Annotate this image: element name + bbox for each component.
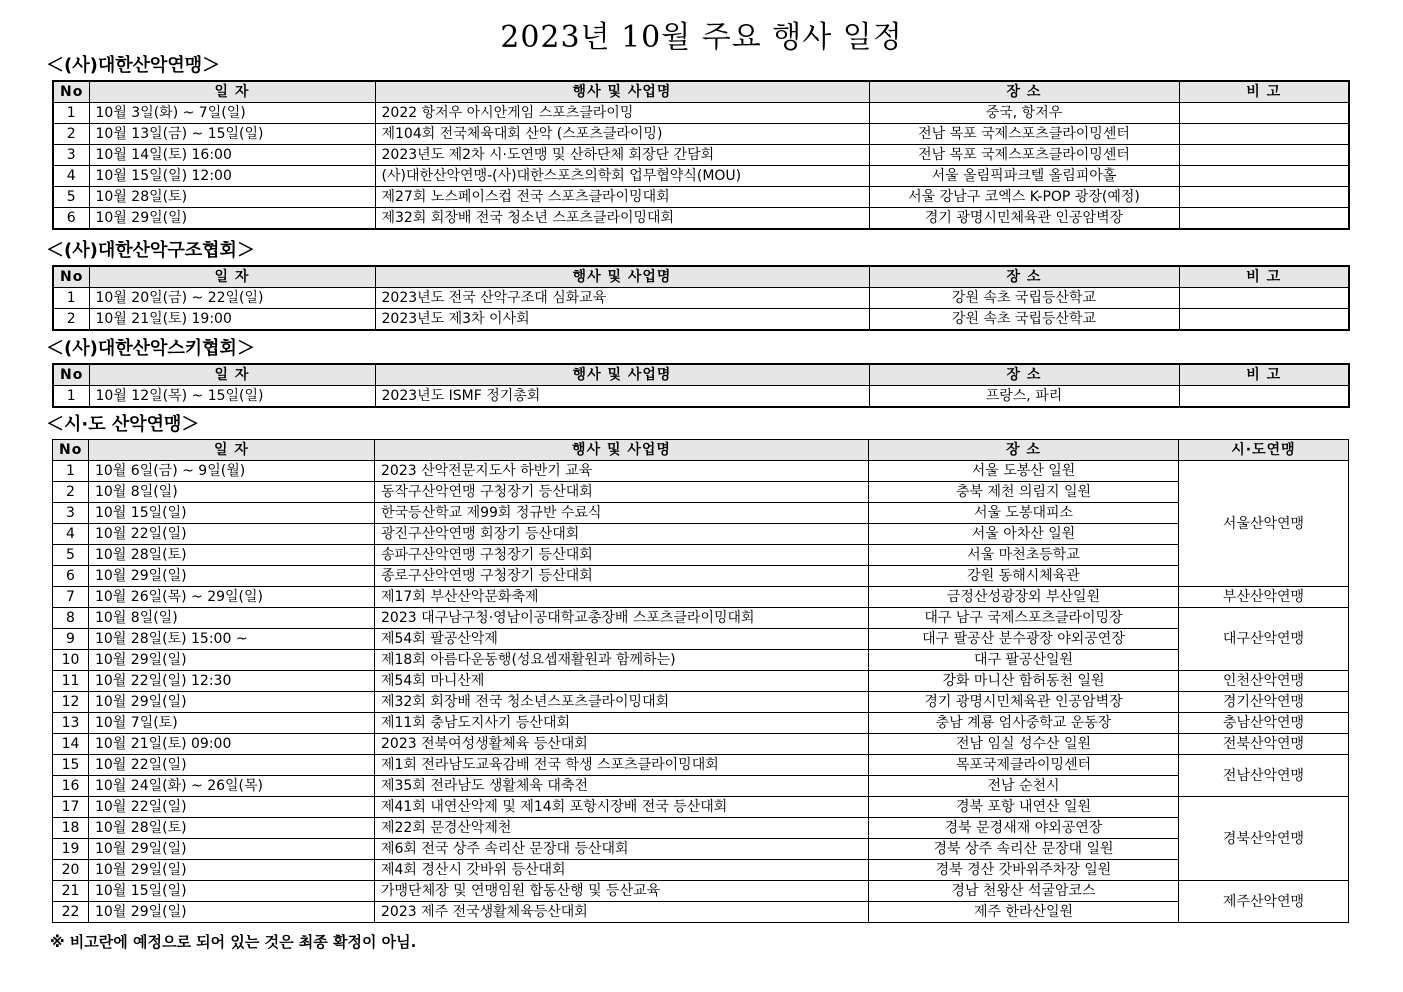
event-name: 제11회 충남도지사기 등산대회 [375, 713, 869, 734]
event-name: 제54회 팔공산악제 [375, 629, 869, 650]
table-row [53, 860, 1349, 881]
header-no: No [53, 440, 89, 461]
region-name: 전북산악연맹 [1179, 734, 1349, 755]
row-number: 12 [53, 692, 89, 713]
table-row [53, 713, 1349, 734]
event-name: 2023년도 ISMF 정기총회 [375, 386, 869, 408]
event-place: 충남 계룡 엄사중학교 운동장 [869, 713, 1179, 734]
event-date: 10월 12일(목) ~ 15일(일) [89, 386, 375, 408]
event-note [1179, 208, 1349, 230]
event-date: 10월 8일(일) [89, 608, 375, 629]
event-date: 10월 29일(일) [89, 860, 375, 881]
table-row [53, 166, 1349, 187]
event-place: 전남 임실 성수산 일원 [869, 734, 1179, 755]
row-number: 4 [53, 166, 89, 187]
event-place: 서울 강남구 코엑스 K-POP 광장(예정) [869, 187, 1179, 208]
event-date: 10월 3일(화) ~ 7일(일) [89, 103, 375, 124]
table-row [53, 650, 1349, 671]
row-number: 14 [53, 734, 89, 755]
table-row [53, 629, 1349, 650]
region-name: 부산산악연맹 [1179, 587, 1349, 608]
event-name: (사)대한산악연맹-(사)대한스포츠의학회 업무협약식(MOU) [375, 166, 869, 187]
event-date: 10월 7일(토) [89, 713, 375, 734]
event-name: 2023년도 제3차 이사회 [375, 309, 869, 331]
event-name: 2023년도 제2차 시·도연맹 및 산하단체 회장단 간담회 [375, 145, 869, 166]
event-place: 서울 도봉산 일원 [869, 461, 1179, 482]
header-date: 일 자 [89, 266, 375, 288]
event-name: 제18회 아름다운동행(성요셉재활원과 함께하는) [375, 650, 869, 671]
event-place: 대구 남구 국제스포츠클라이밍장 [869, 608, 1179, 629]
table-row [53, 818, 1349, 839]
row-number: 1 [53, 461, 89, 482]
row-number: 3 [53, 145, 89, 166]
table-row [53, 839, 1349, 860]
row-number: 18 [53, 818, 89, 839]
row-number: 2 [53, 309, 89, 331]
header-place: 장 소 [869, 81, 1179, 103]
event-date: 10월 21일(토) 19:00 [89, 309, 375, 331]
table-row [53, 587, 1349, 608]
event-date: 10월 28일(토) [89, 818, 375, 839]
event-place: 금정산성광장외 부산일원 [869, 587, 1179, 608]
event-date: 10월 29일(일) [89, 839, 375, 860]
row-number: 17 [53, 797, 89, 818]
table-row [53, 734, 1349, 755]
event-name: 제35회 전라남도 생활체육 대축전 [375, 776, 869, 797]
table-row [53, 692, 1349, 713]
event-name: 2023 전북여성생활체육 등산대회 [375, 734, 869, 755]
row-number: 22 [53, 902, 89, 923]
row-number: 5 [53, 187, 89, 208]
header-place: 장 소 [869, 440, 1179, 461]
row-number: 16 [53, 776, 89, 797]
event-name: 제32회 회장배 전국 청소년 스포츠클라이밍대회 [375, 208, 869, 230]
table-header-row [53, 81, 1349, 103]
event-name: 제104회 전국체육대회 산악 (스포츠클라이밍) [375, 124, 869, 145]
event-place: 프랑스, 파리 [869, 386, 1179, 408]
header-event: 행사 및 사업명 [375, 81, 869, 103]
table-row [53, 386, 1349, 408]
event-name: 동작구산악연맹 구청장기 등산대회 [375, 482, 869, 503]
event-place: 제주 한라산일원 [869, 902, 1179, 923]
event-date: 10월 20일(금) ~ 22일(일) [89, 288, 375, 309]
header-note: 비 고 [1179, 266, 1349, 288]
row-number: 1 [53, 386, 89, 408]
row-number: 6 [53, 566, 89, 587]
event-place: 경북 문경새재 야외공연장 [869, 818, 1179, 839]
header-note: 비 고 [1179, 81, 1349, 103]
event-place: 목포국제클라이밍센터 [869, 755, 1179, 776]
event-note [1179, 103, 1349, 124]
event-note [1179, 145, 1349, 166]
event-note [1179, 288, 1349, 309]
table-body [53, 461, 1349, 923]
header-place: 장 소 [869, 266, 1179, 288]
event-date: 10월 15일(일) [89, 503, 375, 524]
event-date: 10월 29일(일) [89, 902, 375, 923]
event-name: 제6회 전국 상주 속리산 문장대 등산대회 [375, 839, 869, 860]
event-name: 2023 산악전문지도사 하반기 교육 [375, 461, 869, 482]
table-row [53, 187, 1349, 208]
region-name: 경기산악연맹 [1179, 692, 1349, 713]
event-date: 10월 29일(일) [89, 208, 375, 230]
section-title-rescue: ＜(사)대한산악구조협회＞ [46, 240, 255, 261]
event-date: 10월 21일(토) 09:00 [89, 734, 375, 755]
event-date: 10월 29일(일) [89, 650, 375, 671]
event-place: 강원 속초 국립등산학교 [869, 288, 1179, 309]
event-place: 대구 팔공산일원 [869, 650, 1179, 671]
event-date: 10월 28일(토) 15:00 ~ [89, 629, 375, 650]
table-row [53, 776, 1349, 797]
table-row [53, 902, 1349, 923]
event-note [1179, 124, 1349, 145]
event-date: 10월 29일(일) [89, 566, 375, 587]
row-number: 8 [53, 608, 89, 629]
event-name: 가맹단체장 및 연맹임원 합동산행 및 등산교육 [375, 881, 869, 902]
event-name: 광진구산악연맹 회장기 등산대회 [375, 524, 869, 545]
event-name: 2023년도 전국 산악구조대 심화교육 [375, 288, 869, 309]
document-title: 2023년 10월 주요 행사 일정 [500, 20, 903, 55]
event-name: 제1회 전라남도교육감배 전국 학생 스포츠클라이밍대회 [375, 755, 869, 776]
table-body [53, 103, 1349, 230]
row-number: 4 [53, 524, 89, 545]
table-body [53, 386, 1349, 408]
event-name: 제22회 문경산악제천 [375, 818, 869, 839]
event-place: 강화 마니산 함허동천 일원 [869, 671, 1179, 692]
table-row [53, 145, 1349, 166]
row-number: 11 [53, 671, 89, 692]
event-date: 10월 26일(목) ~ 29일(일) [89, 587, 375, 608]
event-name: 제32회 회장배 전국 청소년스포츠클라이밍대회 [375, 692, 869, 713]
table-body [53, 288, 1349, 331]
schedule-table-rescue [52, 265, 1350, 331]
event-name: 2023 대구남구청·영남이공대학교총장배 스포츠클라이밍대회 [375, 608, 869, 629]
table-header-row [53, 440, 1349, 461]
table-row [53, 461, 1349, 482]
section-title-kaf: ＜(사)대한산악연맹＞ [46, 55, 221, 76]
row-number: 1 [53, 288, 89, 309]
row-number: 1 [53, 103, 89, 124]
event-place: 중국, 항저우 [869, 103, 1179, 124]
event-note [1179, 309, 1349, 331]
region-name: 인천산악연맹 [1179, 671, 1349, 692]
event-place: 전남 목포 국제스포츠클라이밍센터 [869, 124, 1179, 145]
table-row [53, 482, 1349, 503]
event-place: 충북 제천 의림지 일원 [869, 482, 1179, 503]
row-number: 6 [53, 208, 89, 230]
event-name: 송파구산악연맹 구청장기 등산대회 [375, 545, 869, 566]
table-row [53, 671, 1349, 692]
event-place: 경북 상주 속리산 문장대 일원 [869, 839, 1179, 860]
event-date: 10월 22일(일) 12:30 [89, 671, 375, 692]
event-place: 경기 광명시민체육관 인공암벽장 [869, 208, 1179, 230]
event-date: 10월 29일(일) [89, 692, 375, 713]
header-no: No [53, 81, 89, 103]
header-date: 일 자 [89, 81, 375, 103]
event-place: 대구 팔공산 분수광장 야외공연장 [869, 629, 1179, 650]
event-place: 전남 순천시 [869, 776, 1179, 797]
event-name: 한국등산학교 제99회 정규반 수료식 [375, 503, 869, 524]
event-place: 서울 도봉대피소 [869, 503, 1179, 524]
event-date: 10월 22일(일) [89, 755, 375, 776]
table-header-row [53, 266, 1349, 288]
event-name: 종로구산악연맹 구청장기 등산대회 [375, 566, 869, 587]
event-date: 10월 22일(일) [89, 797, 375, 818]
event-place: 경북 경산 갓바위주차장 일원 [869, 860, 1179, 881]
table-row [53, 309, 1349, 331]
event-place: 강원 동해시체육관 [869, 566, 1179, 587]
event-date: 10월 6일(금) ~ 9일(월) [89, 461, 375, 482]
event-name: 제41회 내연산악제 및 제14회 포항시장배 전국 등산대회 [375, 797, 869, 818]
event-place: 강원 속초 국립등산학교 [869, 309, 1179, 331]
event-name: 제17회 부산산악문화축제 [375, 587, 869, 608]
table-row [53, 503, 1349, 524]
row-number: 21 [53, 881, 89, 902]
header-note: 비 고 [1179, 364, 1349, 386]
region-name: 대구산악연맹 [1179, 608, 1349, 671]
region-name: 경북산악연맹 [1179, 797, 1349, 881]
event-date: 10월 28일(토) [89, 187, 375, 208]
event-note [1179, 386, 1349, 408]
row-number: 19 [53, 839, 89, 860]
event-date: 10월 8일(일) [89, 482, 375, 503]
table-row [53, 545, 1349, 566]
event-place: 서울 올림픽파크텔 올림피아홀 [869, 166, 1179, 187]
table-row [53, 755, 1349, 776]
section-title-regional: ＜시·도 산악연맹＞ [46, 414, 200, 435]
table-row [53, 566, 1349, 587]
table-row [53, 524, 1349, 545]
row-number: 7 [53, 587, 89, 608]
event-date: 10월 15일(일) 12:00 [89, 166, 375, 187]
table-row [53, 797, 1349, 818]
header-date: 일 자 [89, 364, 375, 386]
footnote: ※ 비고란에 예정으로 되어 있는 것은 최종 확정이 아님. [50, 933, 417, 951]
header-event: 행사 및 사업명 [375, 364, 869, 386]
table-row [53, 288, 1349, 309]
table-header-row [53, 364, 1349, 386]
table-row [53, 124, 1349, 145]
event-name: 제4회 경산시 갓바위 등산대회 [375, 860, 869, 881]
row-number: 2 [53, 124, 89, 145]
row-number: 13 [53, 713, 89, 734]
schedule-table-kaf [52, 80, 1350, 230]
region-name: 충남산악연맹 [1179, 713, 1349, 734]
header-region: 시·도연맹 [1179, 440, 1349, 461]
row-number: 9 [53, 629, 89, 650]
section-title-ski: ＜(사)대한산악스키협회＞ [46, 338, 255, 359]
event-place: 서울 마천초등학교 [869, 545, 1179, 566]
region-name: 서울산악연맹 [1179, 461, 1349, 587]
table-row [53, 208, 1349, 230]
event-date: 10월 15일(일) [89, 881, 375, 902]
event-date: 10월 22일(일) [89, 524, 375, 545]
region-name: 제주산악연맹 [1179, 881, 1349, 923]
header-event: 행사 및 사업명 [375, 266, 869, 288]
event-name: 제54회 마니산제 [375, 671, 869, 692]
event-place: 경북 포항 내연산 일원 [869, 797, 1179, 818]
event-note [1179, 187, 1349, 208]
row-number: 5 [53, 545, 89, 566]
event-place: 경남 천왕산 석굴암코스 [869, 881, 1179, 902]
event-place: 서울 아차산 일원 [869, 524, 1179, 545]
region-name: 전남산악연맹 [1179, 755, 1349, 797]
schedule-table-ski [52, 363, 1350, 408]
row-number: 20 [53, 860, 89, 881]
row-number: 10 [53, 650, 89, 671]
table-row [53, 103, 1349, 124]
header-place: 장 소 [869, 364, 1179, 386]
event-date: 10월 28일(토) [89, 545, 375, 566]
row-number: 15 [53, 755, 89, 776]
event-name: 2023 제주 전국생활체육등산대회 [375, 902, 869, 923]
event-name: 2022 항저우 아시안게임 스포츠클라이밍 [375, 103, 869, 124]
row-number: 3 [53, 503, 89, 524]
row-number: 2 [53, 482, 89, 503]
header-no: No [53, 364, 89, 386]
event-place: 경기 광명시민체육관 인공암벽장 [869, 692, 1179, 713]
event-date: 10월 14일(토) 16:00 [89, 145, 375, 166]
header-event: 행사 및 사업명 [375, 440, 869, 461]
event-name: 제27회 노스페이스컵 전국 스포츠클라이밍대회 [375, 187, 869, 208]
event-date: 10월 24일(화) ~ 26일(목) [89, 776, 375, 797]
header-date: 일 자 [89, 440, 375, 461]
event-date: 10월 13일(금) ~ 15일(일) [89, 124, 375, 145]
table-row [53, 608, 1349, 629]
table-row [53, 881, 1349, 902]
schedule-table-regional [52, 439, 1349, 923]
event-note [1179, 166, 1349, 187]
header-no: No [53, 266, 89, 288]
event-place: 전남 목포 국제스포츠클라이밍센터 [869, 145, 1179, 166]
